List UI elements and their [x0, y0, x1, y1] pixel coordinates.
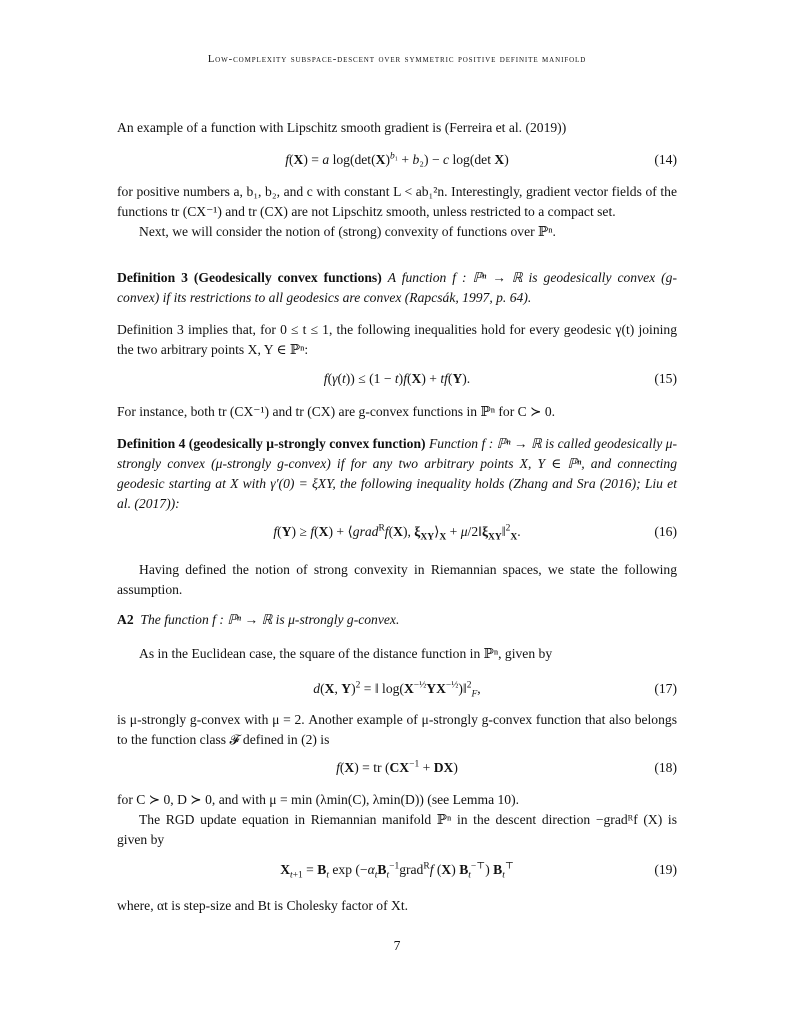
paragraph-text: for C ≻ 0, D ≻ 0, and with μ = min (λmin(C), λmin(D)) (see Lemma 10). [117, 792, 520, 807]
equation-14-body: f(X) = a $\log(\det(X)^{b_1} + b_2) - c$ log(det X) [285, 151, 509, 167]
equation-17 [117, 679, 677, 701]
equation-number: (14) [654, 152, 677, 167]
paragraph-text: As in the Euclidean case, the square of the distance function in ℙⁿ, given by [139, 646, 553, 661]
paragraph-text: Next, we will consider the notion of (strong) convexity of functions over ℙⁿ. [139, 224, 556, 239]
equation-number: (18) [654, 760, 677, 775]
paragraph-gconvex-example [117, 402, 677, 422]
definition-4 [117, 434, 677, 514]
definition-body: A function f : ℙⁿ → ℝ is geodesically convex (g-convex) if its restrictions to all geodesics are convex (Rapcsák, 1997, p. 64). [117, 270, 677, 305]
equation-19-body: $X_{t+1} = B_t$ $\exp (-\alpha_tB_t^{-1}grad^Rf$ (X) $B_t^{-⊤}$) $B_t^⊤$ [280, 861, 514, 881]
definition-body: Function f : ℙⁿ → ℝ is called geodesically μ-strongly convex (μ-strongly g-convex) if for any two arbitrary points X, Y ∈ ℙⁿ, and connecting geodesic starting at X with γ′(0) = ξXY, the following inequality holds (Zhang and Sra (2016); Liu et al. (2017)): [117, 436, 678, 511]
paragraph-text: Having defined the notion of strong convexity in Riemannian spaces, we state the following assumption. [117, 562, 677, 597]
paragraph-text: An example of a function with Lipschitz smooth gradient is (Ferreira et al. (2019)) [117, 120, 567, 135]
page-number: 7 [393, 938, 401, 953]
paragraph-text: where, αt is step-size and Bt is Cholesky factor of Xt. [117, 898, 409, 913]
equation-18-body: f(X) = tr $(CX^{-1} + DX)$ [336, 759, 458, 775]
paragraph-text: For instance, both tr (CX⁻¹) and tr (CX) are g-convex functions in ℙⁿ for C ≻ 0. [117, 404, 556, 419]
equation-14 [117, 150, 677, 172]
paragraph-lipschitz-example [117, 118, 677, 138]
assumption-label: A2 [117, 612, 134, 627]
running-head: Low-complexity subspace-descent over symmetric positive definite manifold [207, 54, 587, 65]
equation-18 [117, 758, 677, 780]
paragraph-gradient-fields [117, 182, 677, 242]
paragraph-definition-3-implication [117, 320, 677, 360]
paragraph-step-size [117, 896, 677, 916]
equation-15-body: f(γ(t)) ≤ (1 − t)f(X) + tf(Y). [323, 371, 471, 386]
equation-17-body: d(X, Y)$^2$ = ‖ $\log(X^{-\frac{1}{2}}YX^{-\frac{1}{2}})‖^2_F$, [313, 680, 481, 700]
paragraph-assumption-intro [117, 560, 677, 600]
equation-number: (15) [654, 371, 677, 386]
equation-15 [117, 369, 677, 391]
paragraph-text: Definition 3 implies that, for 0 ≤ t ≤ 1, the following inequalities hold for every geodesic γ(t) joining the two arbitrary points X, Y ∈ ℙⁿ: [117, 322, 677, 357]
definition-3 [117, 268, 677, 308]
definition-title: Definition 4 (geodesically μ-strongly convex function) [117, 436, 426, 451]
paragraph-text: for positive numbers a, b₁, b₂, and c with constant L < ab₁²n. Interestingly, gradient vector fields of the functions tr (CX⁻¹) and tr (CX) are not Lipschitz smooth, unless restricted to a compact set. [117, 184, 677, 219]
assumption-a2 [117, 610, 677, 630]
equation-19 [117, 860, 677, 882]
equation-number: (17) [654, 681, 677, 696]
paragraph-strongly-gconvex-example [117, 710, 677, 750]
paragraph-distance-function [117, 644, 677, 664]
definition-title: Definition 3 (Geodesically convex functions) [117, 270, 382, 285]
paragraph-text: The RGD update equation in Riemannian manifold ℙⁿ in the descent direction −gradᴿf (X) is given by [117, 812, 677, 847]
equation-16 [117, 522, 677, 544]
paragraph-text: is μ-strongly g-convex with μ = 2. Another example of μ-strongly g-convex function that also belongs to the function class 𝓕 defined in (2) is [117, 712, 677, 747]
assumption-body: The function f : ℙⁿ → ℝ is μ-strongly g-convex. [140, 612, 400, 627]
paragraph-rgd-update [117, 790, 677, 850]
equation-number: (16) [654, 524, 677, 539]
equation-number: (19) [654, 862, 677, 877]
equation-16-body: f(Y) ≥ f(X) + ⟨grad$^R$f(X), $\xi_{XY}⟩_X$ + $\mu/2‖\xi_{XY}‖^2_X$. [273, 523, 521, 543]
